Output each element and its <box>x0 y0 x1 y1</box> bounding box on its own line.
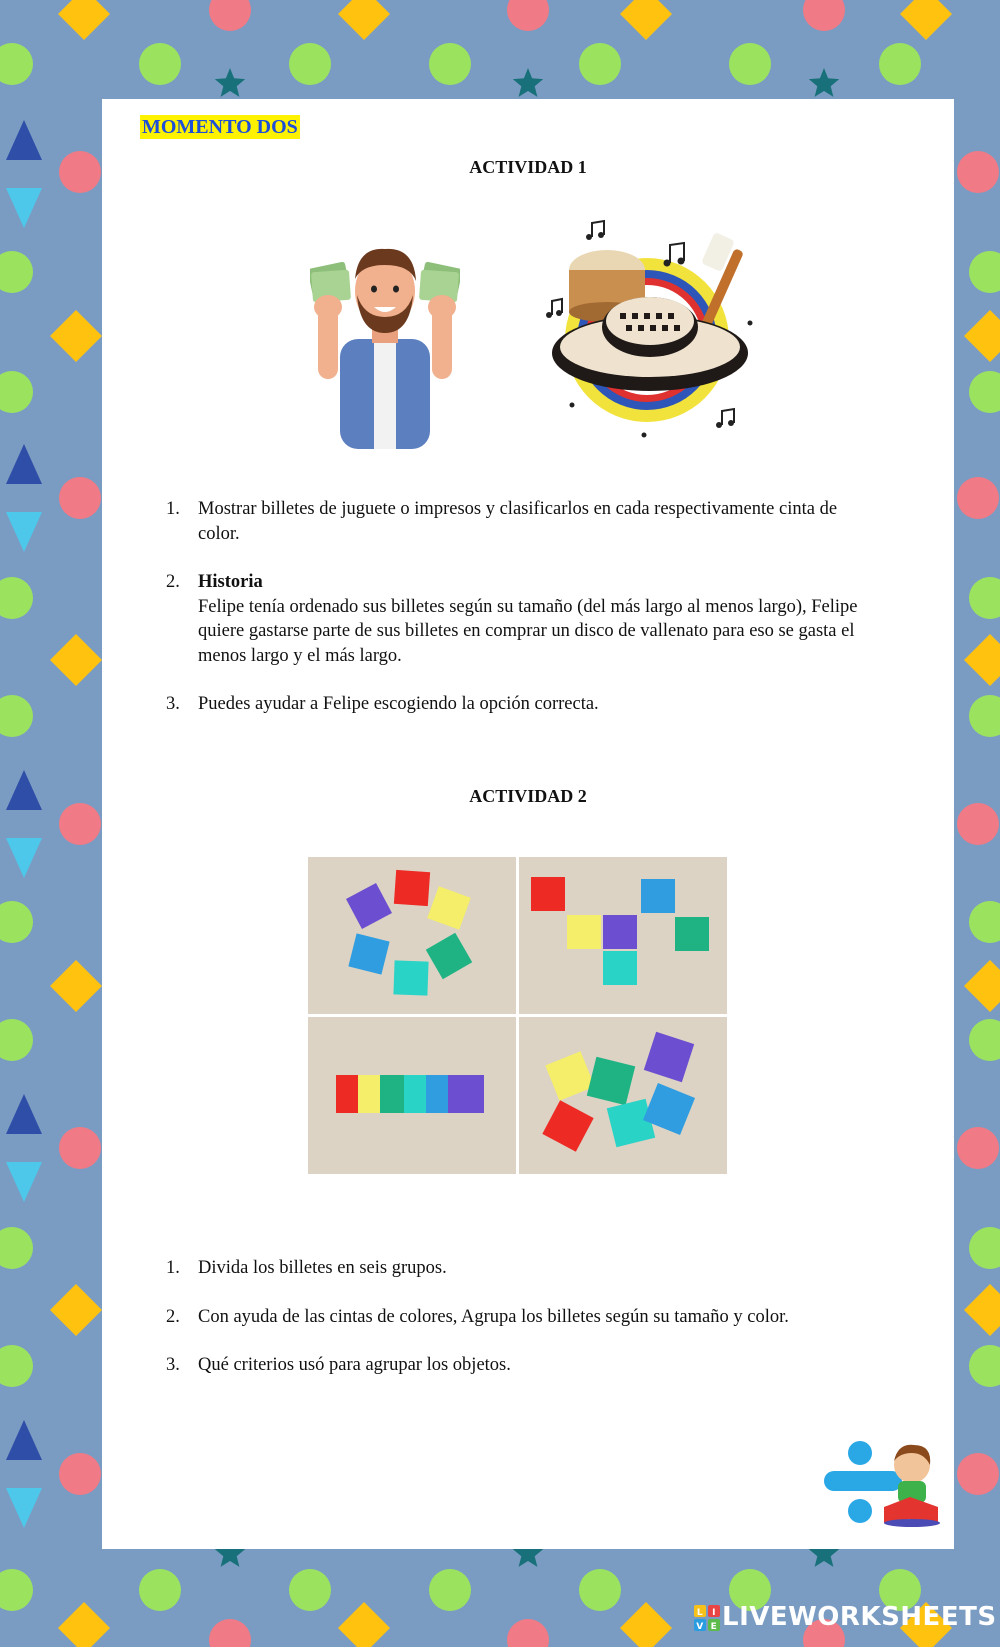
decor-diamond <box>338 1602 390 1647</box>
svg-text:E: E <box>710 1621 718 1631</box>
item-number: 2. <box>166 1306 180 1327</box>
decor-triangle <box>6 120 42 160</box>
decor-diamond <box>50 310 102 362</box>
decor-diamond <box>620 1602 672 1647</box>
list-item <box>166 570 876 668</box>
list-item <box>166 692 876 717</box>
decor-circle <box>507 0 549 31</box>
decor-circle <box>289 1569 331 1611</box>
decor-circle <box>209 0 251 31</box>
decor-circle <box>507 1619 549 1647</box>
decor-triangle <box>6 512 42 552</box>
decor-circle <box>969 1345 1000 1387</box>
decor-circle <box>0 251 33 293</box>
svg-text:L: L <box>696 1607 704 1618</box>
activity-2-list <box>166 1256 876 1402</box>
decor-circle <box>0 1569 33 1611</box>
brand-name: LIVEWORKSHEETS <box>722 1602 997 1632</box>
decor-circle <box>957 803 999 845</box>
decor-diamond <box>964 310 1000 362</box>
photo-row-arrangement <box>308 1017 516 1174</box>
decor-diamond <box>50 1284 102 1336</box>
decor-circle <box>59 151 101 193</box>
decor-circle <box>957 477 999 519</box>
man-with-money-image <box>310 229 460 449</box>
decor-circle <box>0 901 33 943</box>
decor-diamond <box>620 0 672 40</box>
decor-circle <box>969 251 1000 293</box>
list-item <box>166 1256 876 1281</box>
decor-circle <box>969 1227 1000 1269</box>
decor-star <box>809 68 839 97</box>
decor-circle <box>957 1127 999 1169</box>
decor-circle <box>969 371 1000 413</box>
decor-circle <box>289 43 331 85</box>
decor-circle <box>139 43 181 85</box>
decor-diamond <box>50 634 102 686</box>
activity-2-title: ACTIVIDAD 2 <box>469 786 587 806</box>
decor-circle <box>579 43 621 85</box>
worksheet-page <box>102 99 954 1549</box>
decor-circle <box>0 1019 33 1061</box>
decor-circle <box>729 43 771 85</box>
decor-circle <box>969 901 1000 943</box>
item-text: Qué criterios usó para agrupar los objetos. <box>198 1355 511 1375</box>
list-item <box>166 497 876 546</box>
liveworksheets-logo <box>694 1600 997 1634</box>
decor-triangle <box>6 1420 42 1460</box>
decor-circle <box>0 577 33 619</box>
item-text: Mostrar billetes de juguete o impresos y clasificarlos en cada respectivamente cinta de color. <box>198 499 838 544</box>
svg-text:V: V <box>696 1621 704 1631</box>
decor-circle <box>0 43 33 85</box>
item-number: 3. <box>166 1355 180 1375</box>
decor-triangle <box>6 1488 42 1528</box>
decor-diamond <box>58 0 110 40</box>
decor-circle <box>429 43 471 85</box>
math-kid-image <box>820 1439 948 1527</box>
item-text: Felipe tenía ordenado sus billetes según su tamaño (del más largo al menos largo), Felipe quiere gastarse parte de sus billetes en comprar un disco de vallenato para eso se gasta el menos largo y el más largo. <box>198 596 858 666</box>
list-item <box>166 1353 876 1378</box>
decor-circle <box>879 43 921 85</box>
photo-scattered-line <box>519 857 727 1014</box>
decor-diamond <box>964 634 1000 686</box>
decor-circle <box>0 1345 33 1387</box>
item-title: Historia <box>198 572 263 592</box>
item-number: 2. <box>166 572 180 592</box>
item-number: 1. <box>166 1258 180 1278</box>
svg-text:I: I <box>712 1607 716 1618</box>
item-text: Puedes ayudar a Felipe escogiendo la opción correcta. <box>198 694 599 714</box>
photo-pile-arrangement <box>519 1017 727 1174</box>
decor-triangle <box>6 1094 42 1134</box>
decor-diamond <box>58 1602 110 1647</box>
decor-circle <box>579 1569 621 1611</box>
decor-circle <box>969 695 1000 737</box>
vallenato-hat-image <box>532 215 772 445</box>
decor-circle <box>59 477 101 519</box>
activity-1-list <box>166 497 876 741</box>
decor-circle <box>0 371 33 413</box>
decor-circle <box>957 1453 999 1495</box>
item-number: 3. <box>166 694 180 714</box>
decor-circle <box>957 151 999 193</box>
item-text: Con ayuda de las cintas de colores, Agrupa los billetes según su tamaño y color. <box>198 1306 789 1327</box>
decor-circle <box>59 803 101 845</box>
photo-circle-arrangement <box>308 857 516 1014</box>
item-number: 1. <box>166 499 180 519</box>
decor-circle <box>969 577 1000 619</box>
decor-circle <box>803 0 845 31</box>
item-text: Divida los billetes en seis grupos. <box>198 1258 447 1278</box>
decor-circle <box>969 1019 1000 1061</box>
list-item <box>166 1305 876 1330</box>
decor-triangle <box>6 1162 42 1202</box>
decor-diamond <box>338 0 390 40</box>
section-heading: MOMENTO DOS <box>142 116 298 138</box>
activity-1-title: ACTIVIDAD 1 <box>469 157 587 177</box>
decor-diamond <box>900 0 952 40</box>
decor-diamond <box>964 960 1000 1012</box>
decor-star <box>513 68 543 97</box>
decor-circle <box>0 1227 33 1269</box>
decor-circle <box>209 1619 251 1647</box>
decor-circle <box>429 1569 471 1611</box>
decor-triangle <box>6 188 42 228</box>
decor-triangle <box>6 444 42 484</box>
brand-icon <box>694 1605 720 1631</box>
decor-diamond <box>50 960 102 1012</box>
decor-circle <box>59 1453 101 1495</box>
decor-triangle <box>6 838 42 878</box>
decor-star <box>215 68 245 97</box>
decor-circle <box>0 695 33 737</box>
color-squares-photo <box>305 857 727 1174</box>
decor-triangle <box>6 770 42 810</box>
decor-circle <box>59 1127 101 1169</box>
decor-circle <box>139 1569 181 1611</box>
decor-diamond <box>964 1284 1000 1336</box>
